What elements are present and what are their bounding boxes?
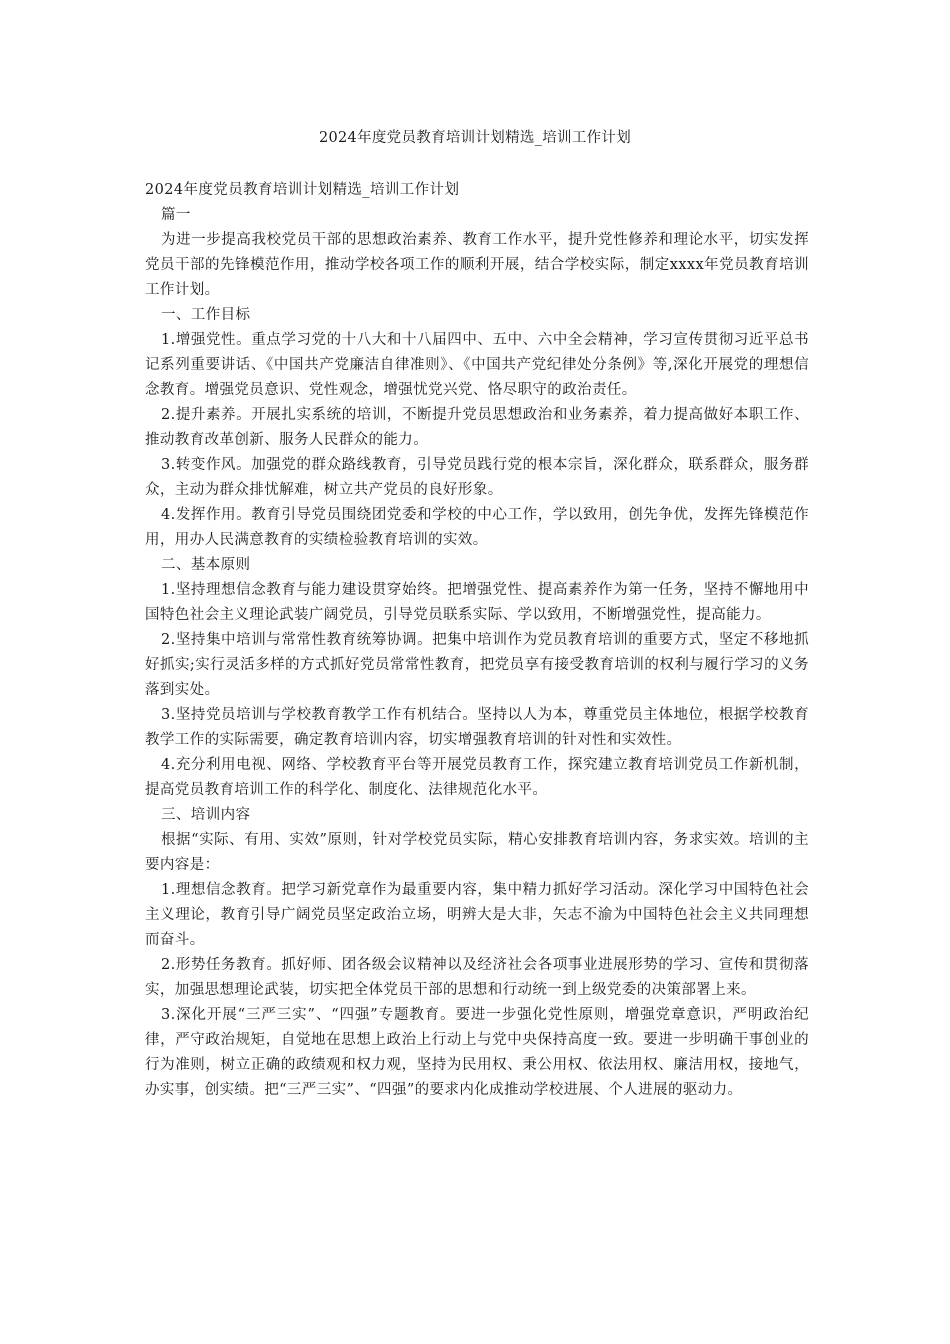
paragraph: 3.深化开展“三严三实”、“四强”专题教育。要进一步强化党性原则，增强党章意识，严明政治纪律，严守政治规矩，自觉地在思想上政治上行动上与党中央保持高度一致。要进一步明确干事创业的行为准则，树立正确的政绩观和权力观，坚持为民用权、秉公用权、依法用权、廉洁用权，接地气，办实事，创实绩。把“三严三实”、“四强”的要求内化成推动学校进展、个人进展的驱动力。 — [145, 1007, 809, 1098]
section-label: 篇一 — [161, 207, 191, 223]
document-title: 2024年度党员教育培训计划精选_培训工作计划 — [318, 130, 632, 146]
paragraph: 3.转变作风。加强党的群众路线教育，引导党员践行党的根本宗旨，深化群众，联系群众，服务群众，主动为群众排忧解难，树立共产党员的良好形象。 — [145, 457, 809, 498]
paragraph: 4.充分利用电视、网络、学校教育平台等开展党员教育工作，探究建立教育培训党员工作新机制，提高党员教育培训工作的科学化、制度化、法律规范化水平。 — [145, 757, 809, 798]
section-heading: 一、工作目标 — [161, 307, 251, 323]
paragraph: 2.形势任务教育。抓好师、团各级会议精神以及经济社会各项事业进展形势的学习、宣传和贯彻落实，加强思想理论武装，切实把全体党员干部的思想和行动统一到上级党委的决策部署上来。 — [145, 957, 809, 998]
paragraph: 3.坚持党员培训与学校教育教学工作有机结合。坚持以人为本，尊重党员主体地位，根据学校教育教学工作的实际需要，确定教育培训内容，切实增强教育培训的针对性和实效性。 — [145, 707, 809, 748]
paragraph: 为进一步提高我校党员干部的思想政治素养、教育工作水平，提升党性修养和理论水平，切实发挥党员干部的先锋模范作用，推动学校各项工作的顺利开展，结合学校实际，制定xxxx年党员教育培训工作计划。 — [145, 232, 809, 298]
paragraph: 1.理想信念教育。把学习新党章作为最重要内容，集中精力抓好学习活动。深化学习中国特色社会主义理论，教育引导广阔党员坚定政治立场，明辨大是大非，矢志不渝为中国特色社会主义共同理想而奋斗。 — [145, 882, 809, 948]
document-body — [145, 178, 809, 1103]
paragraph: 4.发挥作用。教育引导党员围绕团党委和学校的中心工作，学以致用，创先争优，发挥先锋模范作用，用办人民满意教育的实绩检验教育培训的实效。 — [145, 507, 809, 548]
document-subtitle: 2024年度党员教育培训计划精选_培训工作计划 — [145, 182, 460, 198]
paragraph: 根据“实际、有用、实效”原则，针对学校党员实际，精心安排教育培训内容，务求实效。培训的主要内容是： — [145, 832, 809, 873]
paragraph: 2.坚持集中培训与常常性教育统筹协调。把集中培训作为党员教育培训的重要方式，坚定不移地抓好抓实;实行灵活多样的方式抓好党员常常性教育，把党员享有接受教育培训的权利与履行学习的义务落到实处。 — [145, 632, 809, 698]
paragraph: 1.增强党性。重点学习党的十八大和十八届四中、五中、六中全会精神，学习宣传贯彻习近平总书记系列重要讲话、《中国共产党廉洁自律准则》、《中国共产党纪律处分条例》等,深化开展党的理想信念教育。增强党员意识、党性观念，增强忧党兴党、恪尽职守的政治责任。 — [145, 332, 809, 398]
paragraph: 2.提升素养。开展扎实系统的培训，不断提升党员思想政治和业务素养，着力提高做好本职工作、推动教育改革创新、服务人民群众的能力。 — [145, 407, 809, 448]
section-heading: 三、培训内容 — [161, 807, 251, 823]
paragraph: 1.坚持理想信念教育与能力建设贯穿始终。把增强党性、提高素养作为第一任务，坚持不懈地用中国特色社会主义理论武装广阔党员，引导党员联系实际、学以致用，不断增强党性，提高能力。 — [145, 582, 809, 623]
section-heading: 二、基本原则 — [161, 557, 251, 573]
